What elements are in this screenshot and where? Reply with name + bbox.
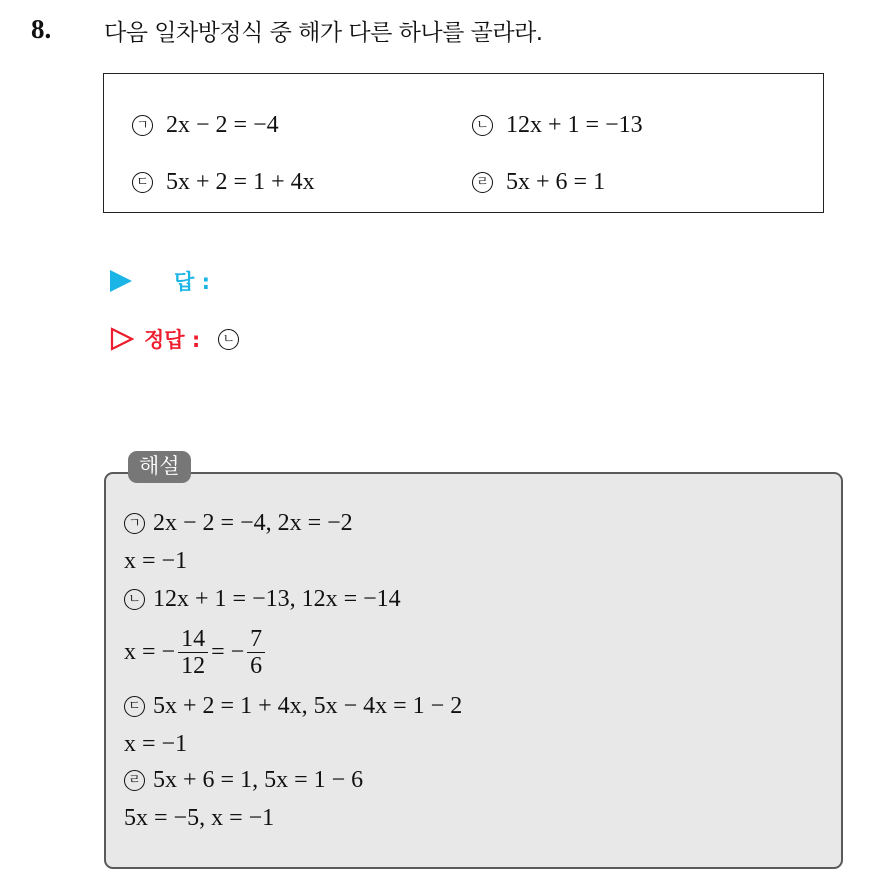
solution-title: 해설 bbox=[128, 451, 191, 483]
choice-1 bbox=[132, 112, 279, 139]
choice-4 bbox=[472, 169, 605, 196]
solution-marker: ㄴ bbox=[124, 589, 145, 610]
choice-equation: 12x + 1 = −13 bbox=[506, 112, 643, 138]
solution-line bbox=[124, 805, 274, 832]
choices-box bbox=[103, 73, 824, 213]
solution-text: 5x + 6 = 1, 5x = 1 − 6 bbox=[153, 767, 364, 793]
answer-row bbox=[110, 266, 210, 296]
fraction bbox=[247, 626, 265, 679]
solution-marker: ㄱ bbox=[124, 513, 145, 534]
correct-answer-marker: ㄴ bbox=[218, 329, 239, 350]
solution-text: 5x = −5, x = −1 bbox=[124, 805, 275, 831]
choice-marker: ㄷ bbox=[132, 172, 153, 193]
solution-text: x = −1 bbox=[124, 731, 188, 757]
outline-play-icon bbox=[110, 327, 134, 351]
solution-line bbox=[124, 731, 187, 758]
solution-fraction-line bbox=[124, 626, 268, 679]
fraction-denominator: 12 bbox=[178, 652, 208, 679]
correct-answer-row bbox=[110, 324, 252, 354]
choice-equation: 5x + 6 = 1 bbox=[506, 169, 606, 195]
solution-line bbox=[124, 693, 462, 720]
solution-text: 5x + 2 = 1 + 4x, 5x − 4x = 1 − 2 bbox=[153, 693, 463, 719]
choice-marker: ㄴ bbox=[472, 115, 493, 136]
solution-line bbox=[124, 767, 363, 794]
choice-marker: ㄹ bbox=[472, 172, 493, 193]
question-number: 8. bbox=[31, 14, 52, 44]
answer-label: 답 : bbox=[174, 270, 210, 294]
choice-equation: 2x − 2 = −4 bbox=[166, 112, 279, 138]
solution-text: 12x + 1 = −13, 12x = −14 bbox=[153, 586, 401, 612]
choice-3 bbox=[132, 169, 315, 196]
solution-line bbox=[124, 510, 353, 537]
choice-marker: ㄱ bbox=[132, 115, 153, 136]
solution-line bbox=[124, 586, 401, 613]
choice-2 bbox=[472, 112, 643, 139]
solution-line bbox=[124, 548, 187, 575]
correct-answer-label: 정답 : bbox=[144, 328, 201, 352]
choice-equation: 5x + 2 = 1 + 4x bbox=[166, 169, 315, 195]
solution-marker: ㄹ bbox=[124, 770, 145, 791]
question-text: 다음 일차방정식 중 해가 다른 하나를 골라라. bbox=[104, 20, 543, 46]
solution-text: x = −1 bbox=[124, 548, 188, 574]
fraction bbox=[178, 626, 208, 679]
play-icon bbox=[110, 270, 132, 292]
fraction-numerator: 14 bbox=[181, 626, 206, 652]
fraction-prefix: x = − bbox=[124, 639, 176, 665]
fraction-mid: = − bbox=[211, 639, 245, 665]
solution-marker: ㄷ bbox=[124, 696, 145, 717]
fraction-denominator: 6 bbox=[247, 652, 265, 679]
solution-text: 2x − 2 = −4, 2x = −2 bbox=[153, 510, 353, 536]
fraction-numerator: 7 bbox=[250, 626, 263, 652]
